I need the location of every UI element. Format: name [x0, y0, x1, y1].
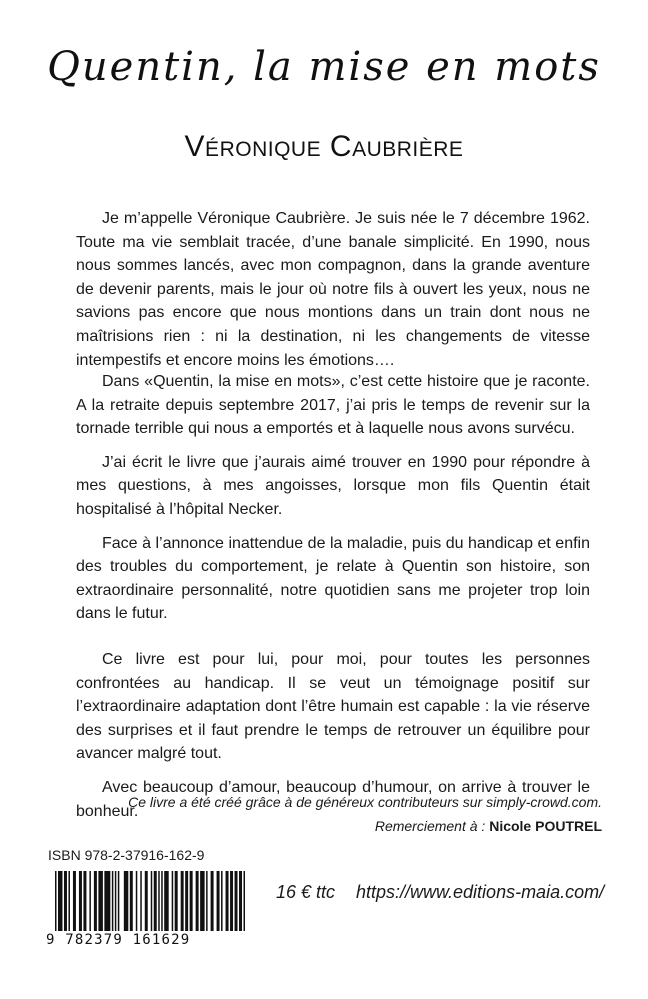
publisher-website: https://www.editions-maia.com/ [356, 882, 605, 902]
acknowledgement-name: Nicole POUTREL [489, 818, 602, 834]
barcode-bar [68, 871, 70, 931]
barcode-bar [200, 871, 204, 931]
barcode-bar [235, 871, 238, 931]
barcode-bar [94, 871, 97, 931]
barcode-bar [130, 871, 133, 931]
barcode-icon [55, 871, 245, 931]
barcode-bar [181, 871, 184, 931]
barcode-bar [217, 871, 220, 931]
barcode-bar [79, 871, 82, 931]
synopsis-block-1 [76, 207, 590, 372]
paragraph-content: Face à l’annonce inattendue de la maladie, puis du handicap et enfin des troubles du comportement, je relate à Quentin son histoire, son extraordinaire personnalité, notre quotidien sans me projeter trop loin dans le futur. [76, 534, 590, 623]
isbn-number: ISBN 978-2-37916-162-9 [48, 847, 205, 863]
barcode-bar [64, 871, 67, 931]
barcode-bar [115, 871, 117, 931]
price-label: 16 € ttc [276, 882, 336, 902]
barcode-bar [158, 871, 160, 931]
acknowledgement [2, 818, 602, 834]
barcode-bar [55, 871, 57, 931]
barcode-bar [58, 871, 62, 931]
barcode-bar [221, 871, 223, 931]
book-title: Quentin, la mise en mots [47, 44, 601, 90]
barcode-bar [226, 871, 229, 931]
barcode-bar [118, 871, 120, 931]
barcode-bar [83, 871, 86, 931]
barcode-bar [196, 871, 199, 931]
barcode-bar [73, 871, 76, 931]
paragraph-intro: Je m’appelle Véronique Caubrière. Je suis née le 7 décembre 1962. Toute ma vie semblait tracée, d’une banale simplicité. En 1990, nous nous sommes lancés, avec mon compagnon, dans la grande aventure de devenir parents, mais le jour où notre fils à ouvert les yeux, nous ne savions pas encore que nous montions dans un train dont nous ne maîtrisions rien : ni la destination, ni les changements de vitesse intempestifs et encore moins les émotions…. [76, 210, 590, 369]
barcode-bar [164, 871, 168, 931]
paragraph-closing: Avec beaucoup d’amour, beaucoup d’humour, on arrive à trouver le bonheur. [76, 778, 590, 820]
barcode-bar [145, 871, 148, 931]
barcode-bar [124, 871, 128, 931]
barcode-digits: 9 782379 161629 [46, 932, 191, 948]
paragraph-purpose: Ce livre est pour lui, pour moi, pour toutes les personnes confrontées au handicap. Il se veut un témoignage positif sur l’extraordinaire adaptation dont l’être humain est capable : la vie réserve des surprises et il faut prendre le temps de retrouver un équilibre pour avancer malgré tout. [76, 651, 590, 763]
paragraph-story: Dans «Quentin, la mise en mots», c’est cette histoire que je raconte. A la retraite depuis septembre 2017, j’ai pris le temps de revenir sur la tornade terrible qui nous a emportés et à laquelle nous avons survécu. [76, 373, 590, 438]
synopsis-block-2 [76, 370, 590, 626]
barcode-bar [140, 871, 142, 931]
barcode-bar [244, 871, 246, 931]
barcode-bar [206, 871, 208, 931]
barcode-bar [172, 871, 174, 931]
barcode-bar [230, 871, 233, 931]
barcode-bar [185, 871, 188, 931]
barcode-bar [136, 871, 138, 931]
author-name: Véronique Caubrière [184, 130, 464, 163]
barcode-bar [161, 871, 163, 931]
barcode-bar [154, 871, 157, 931]
barcode-bar [98, 871, 102, 931]
barcode-bar [104, 871, 110, 931]
barcode-bar [89, 871, 91, 931]
barcode-bar [151, 871, 153, 931]
barcode-bar [112, 871, 114, 931]
barcode-bar [239, 871, 242, 931]
barcode-bar [211, 871, 214, 931]
paragraph-motivation: J’ai écrit le livre que j’aurais aimé trouver en 1990 pour répondre à mes questions, à mes angoisses, lorsque mon fils Quentin était hospitalisé à l’hôpital Necker. [76, 453, 590, 518]
crowdfunding-credit: Ce livre a été créé grâce à de généreux contributeurs sur simply-crowd.com. [128, 794, 602, 810]
acknowledgement-label: Remerciement à : [374, 818, 490, 834]
barcode-bar [190, 871, 193, 931]
barcode-bar [175, 871, 178, 931]
